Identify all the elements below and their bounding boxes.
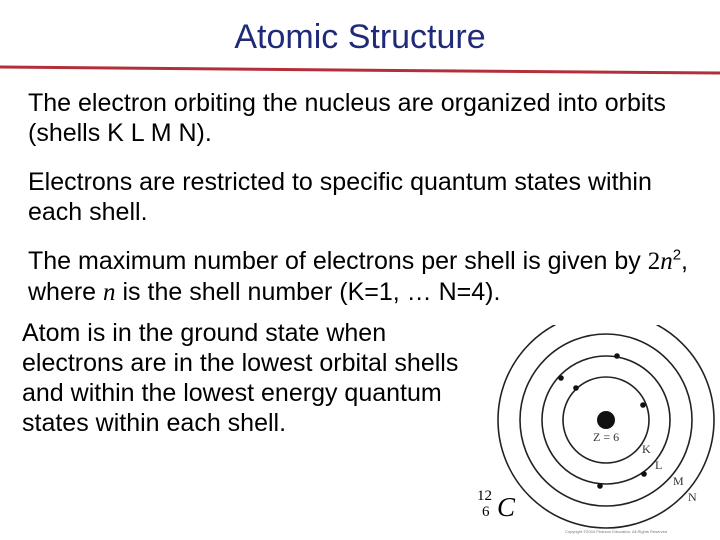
p3-text-before: The maximum number of electrons per shell is given by (28, 247, 648, 275)
formula-coefficient: 2 (647, 248, 661, 275)
carbon-isotope-notation (475, 488, 525, 528)
shell-label-n: N (688, 490, 697, 504)
shell-number-variable: n (103, 279, 116, 306)
title-underline (0, 0, 720, 90)
p3-text-after: is the shell number (K=1, … N=4). (115, 278, 501, 306)
nucleus-label: Z = 6 (593, 430, 620, 444)
formula-exponent: 2 (672, 246, 682, 264)
electron (597, 483, 603, 489)
formula-variable: n (660, 248, 673, 275)
electron (558, 375, 564, 381)
paragraph-quantum-states: Electrons are restricted to specific quantum states within each shell. (28, 168, 652, 226)
electron (640, 402, 646, 408)
shell-label-k: K (642, 442, 651, 456)
paragraph-ground-state: Atom is in the ground state when electrons are in the lowest orbital shells and within the lowest energy quantum states within each shell. (22, 319, 459, 437)
electron (641, 471, 647, 477)
paragraph-max-electrons (28, 246, 698, 308)
shell-label-m: M (673, 474, 684, 488)
electron (614, 353, 620, 359)
mass-number: 12 (477, 488, 492, 504)
element-symbol: C (497, 492, 516, 522)
paragraph-shells: The electron orbiting the nucleus are organized into orbits (shells K L M N). (28, 89, 666, 147)
p3-text-mid: , where (28, 247, 688, 306)
slide-title: Atomic Structure (234, 18, 486, 56)
electron (573, 385, 579, 391)
shell-label-l: L (655, 458, 663, 472)
atomic-number: 6 (482, 504, 490, 520)
copyright-notice: Copyright ©2004 Pearson Education, All Rights Reserved (565, 529, 668, 534)
nucleus (597, 411, 615, 429)
